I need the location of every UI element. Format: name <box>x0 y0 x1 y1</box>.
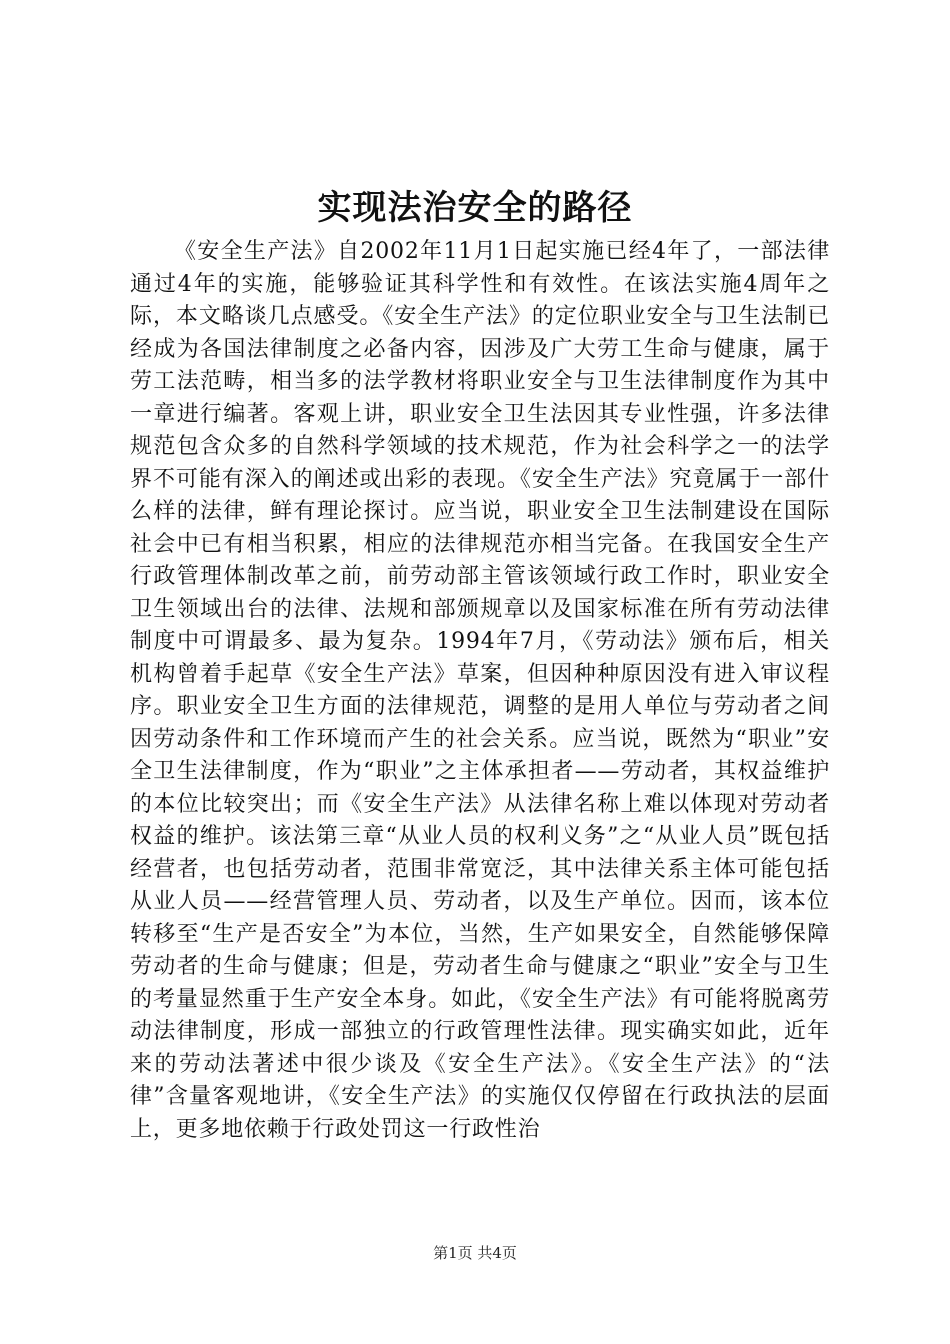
document-title: 实现法治安全的路径 <box>317 188 633 228</box>
document-body-paragraph: 《安全生产法》自2002年11月1日起实施已经4年了，一部法律通过4年的实施，能够验证其科学性和有效性。在该法实施4周年之际，本文略谈几点感受。《安全生产法》的定位职业安全与卫生法制已经成为各国法律制度之必备内容，因涉及广大劳工生命与健康，属于劳工法范畴，相当多的法学教材将职业安全与卫生法律制度作为其中一章进行编著。客观上讲，职业安全卫生法因其专业性强，许多法律规范包含众多的自然科学领域的技术规范，作为社会科学之一的法学界不可能有深入的阐述或出彩的表现。《安全生产法》究竟属于一部什么样的法律，鲜有理论探讨。应当说，职业安全卫生法制建设在国际社会中已有相当积累，相应的法律规范亦相当完备。在我国安全生产行政管理体制改革之前，前劳动部主管该领域行政工作时，职业安全卫生领域出台的法律、法规和部颁规章以及国家标准在所有劳动法律制度中可谓最多、最为复杂。1994年7月，《劳动法》颁布后，相关机构曾着手起草《安全生产法》草案，但因种种原因没有进入审议程序。职业安全卫生方面的法律规范，调整的是用人单位与劳动者之间因劳动条件和工作环境而产生的社会关系。应当说，既然为“职业”安全卫生法律制度，作为“职业”之主体承担者——劳动者，其权益维护的本位比较突出；而《安全生产法》从法律名称上难以体现对劳动者权益的维护。该法第三章“从业人员的权利义务”之“从业人员”既包括经营者，也包括劳动者，范围非常宽泛，其中法律关系主体可能包括从业人员——经营管理人员、劳动者，以及生产单位。因而，该本位转移至“生产是否安全”为本位，当然，生产如果安全，自然能够保障劳动者的生命与健康；但是，劳动者生命与健康之“职业”安全与卫生的考量显然重于生产安全本身。如此，《安全生产法》有可能将脱离劳动法律制度，形成一部独立的行政管理性法律。现实确实如此，近年来的劳动法著述中很少谈及《安全生产法》。《安全生产法》的“法律”含量客观地讲，《安全生产法》的实施仅仅停留在行政执法的层面上，更多地依赖于行政处罚这一行政性治 <box>130 239 830 1142</box>
page-number-footer: 第1页 共4页 <box>433 1244 517 1262</box>
